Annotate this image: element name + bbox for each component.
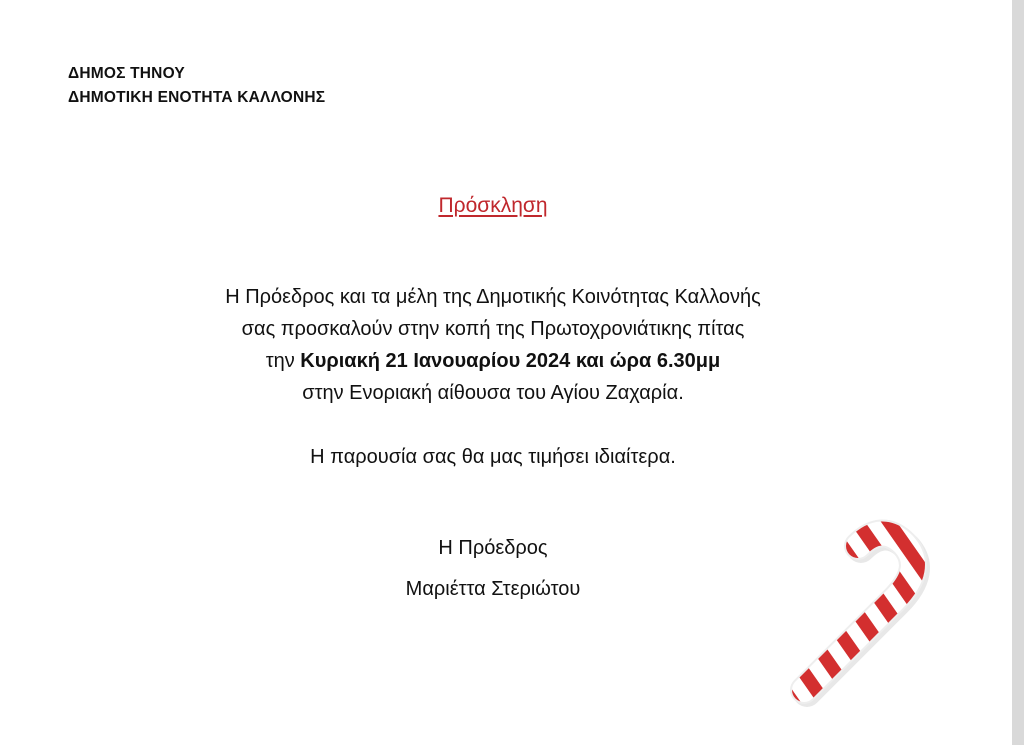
municipality-name: ΔΗΜΟΣ ΤΗΝΟΥ	[68, 65, 185, 82]
body-line-4: στην Ενοριακή αίθουσα του Αγίου Ζαχαρία.	[302, 382, 684, 404]
invitation-title: Πρόσκληση	[438, 194, 548, 217]
event-date-time: Κυριακή 21 Ιανουαρίου 2024 και ώρα 6.30μμ	[300, 350, 721, 372]
body-line-2: σας προσκαλούν στην κοπή της Πρωτοχρονιάτικης πίτας	[241, 318, 745, 340]
body-line-3-prefix: την	[265, 350, 295, 372]
candy-cane-icon	[776, 508, 936, 708]
closing-line: Η παρουσία σας θα μας τιμήσει ιδιαίτερα.	[310, 446, 676, 468]
signature-role: Η Πρόεδρος	[438, 537, 548, 559]
page-edge	[1012, 0, 1024, 745]
body-line-1: Η Πρόεδρος και τα μέλη της Δημοτικής Κοινότητας Καλλονής	[225, 286, 761, 308]
invitation-body	[0, 281, 986, 409]
signature-name: Μαριέττα Στεριώτου	[405, 578, 581, 600]
municipality-header	[68, 62, 325, 110]
body-line-3	[0, 345, 986, 377]
municipal-unit-name: ΔΗΜΟΤΙΚΗ ΕΝΟΤΗΤΑ ΚΑΛΛΟΝΗΣ	[68, 89, 326, 106]
